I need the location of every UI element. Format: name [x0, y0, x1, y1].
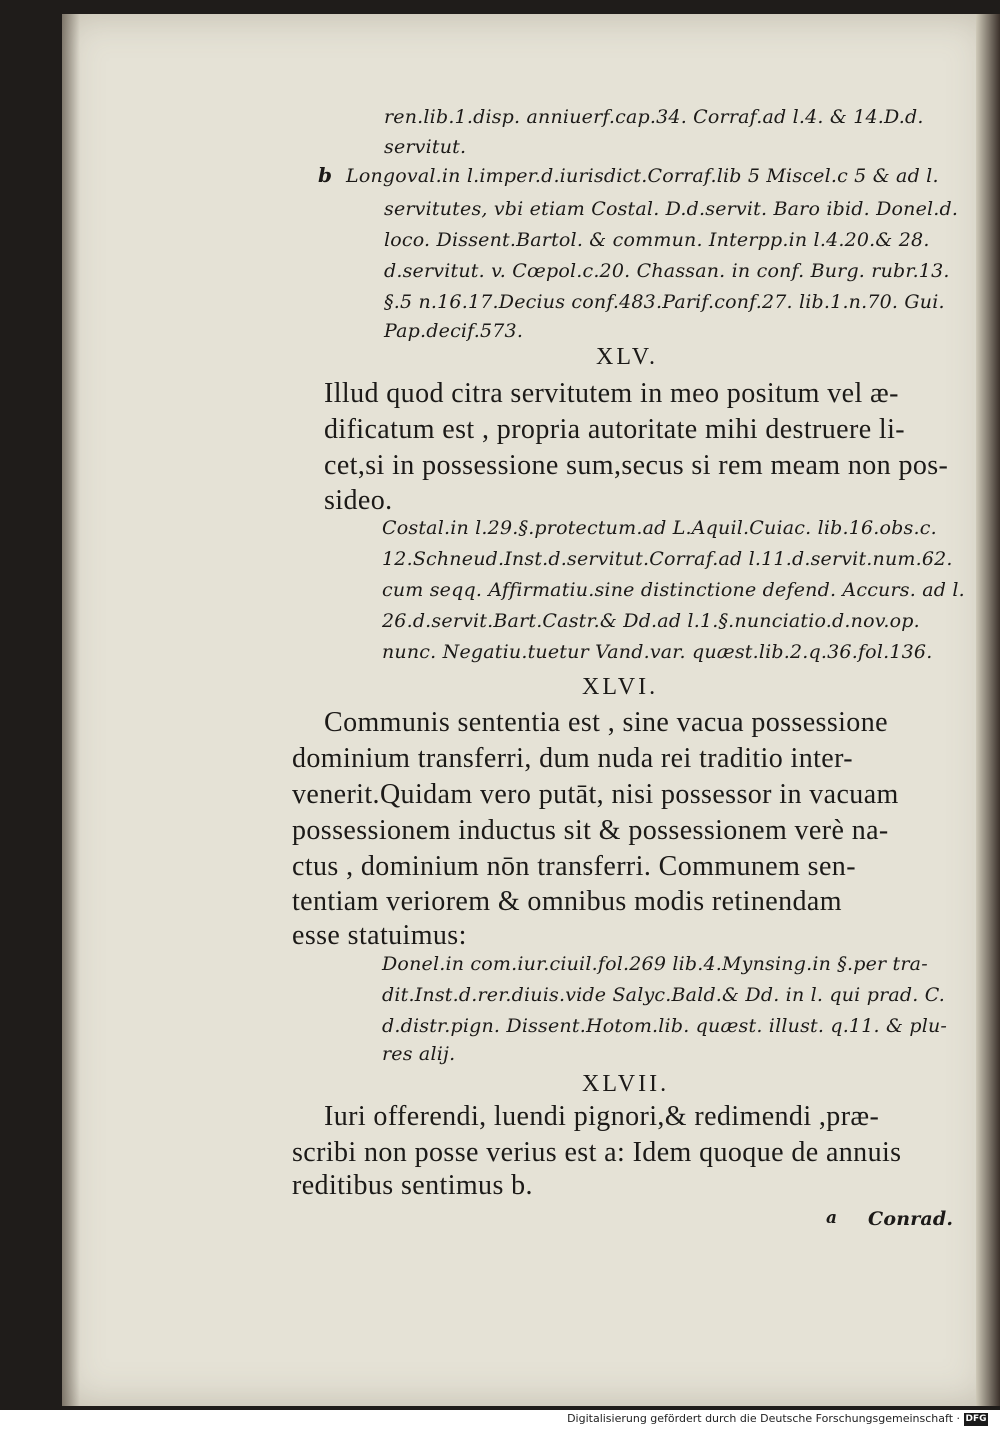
note-line: Costal.in l.29.§.protectum.ad L.Aquil.Cuiac. lib.16.obs.c.	[382, 517, 937, 539]
note-line: d.distr.pign. Dissent.Hotom.lib. quæst. illust. q.11. & plu-	[382, 1015, 948, 1037]
section-heading: XLVI.	[582, 674, 659, 700]
body-line: esse statuimus:	[292, 920, 467, 951]
body-line: Illud quod citra servitutem in meo positum vel æ-	[324, 378, 899, 409]
catchword-marker: a	[826, 1208, 838, 1228]
body-line: cet,si in possessione sum,secus si rem meam non pos-	[324, 450, 949, 481]
note-line: §.5 n.16.17.Decius conf.483.Parif.conf.27. lib.1.n.70. Gui.	[384, 291, 945, 313]
section-heading: XLVII.	[582, 1071, 670, 1097]
body-line: Iuri offerendi, luendi pignori,& redimendi ,præ-	[324, 1101, 880, 1132]
note-line: cum seqq. Affirmatiu.sine distinctione defend. Accurs. ad l.	[382, 579, 965, 601]
page-spine-shadow	[62, 14, 80, 1406]
funding-notice: Digitalisierung gefördert durch die Deutsche Forschungsgemeinschaft ·	[567, 1412, 960, 1425]
note-line: Donel.in com.iur.ciuil.fol.269 lib.4.Mynsing.in §.per tra-	[382, 953, 928, 975]
dfg-logo: DFG	[965, 1414, 987, 1424]
note-line: servitut.	[384, 136, 467, 158]
note-line: Pap.decif.573.	[384, 320, 524, 342]
body-line: dificatum est , propria autoritate mihi destruere li-	[324, 414, 906, 445]
note-line: res alij.	[382, 1043, 456, 1065]
body-line: Communis sententia est , sine vacua possessione	[324, 707, 888, 738]
footnote-marker: b	[318, 163, 332, 187]
body-line: tentiam veriorem & omnibus modis retinendam	[292, 886, 842, 917]
body-line: ctus , dominium nōn transferri. Communem sen-	[292, 851, 856, 882]
note-line: Longoval.in l.imper.d.iurisdict.Corraf.lib 5 Miscel.c 5 & ad l.	[346, 165, 939, 187]
page-edge	[976, 14, 1000, 1406]
note-line: 12.Schneud.Inst.d.servitut.Corraf.ad l.11.d.servit.num.62.	[382, 548, 953, 570]
note-line: servitutes, vbi etiam Costal. D.d.servit. Baro ibid. Donel.d.	[384, 198, 959, 220]
section-heading: XLV.	[596, 344, 659, 370]
body-line: reditibus sentimus b.	[292, 1170, 533, 1201]
note-line: loco. Dissent.Bartol. & commun. Interpp.in l.4.20.& 28.	[384, 229, 930, 251]
note-line: ren.lib.1.disp. anniuerf.cap.34. Corraf.ad l.4. & 14.D.d.	[384, 106, 924, 128]
body-line: scribi non posse verius est a: Idem quoque de annuis	[292, 1137, 902, 1168]
footer-bar	[0, 1410, 1000, 1429]
note-line: 26.d.servit.Bart.Castr.& Dd.ad l.1.§.nunciatio.d.nov.op.	[382, 610, 920, 632]
catchword: Conrad.	[868, 1208, 954, 1230]
note-line: d.servitut. v. Cœpol.c.20. Chassan. in conf. Burg. rubr.13.	[384, 260, 950, 282]
note-line: dit.Inst.d.rer.diuis.vide Salyc.Bald.& Dd. in l. qui prad. C.	[382, 984, 946, 1006]
body-line: dominium transferri, dum nuda rei traditio inter-	[292, 743, 854, 774]
body-line: venerit.Quidam vero putāt, nisi possessor in vacuam	[292, 779, 899, 810]
note-line: nunc. Negatiu.tuetur Vand.var. quæst.lib.2.q.36.fol.136.	[382, 641, 933, 663]
body-line: possessionem inductus sit & possessionem verè na-	[292, 815, 889, 846]
body-line: sideo.	[324, 485, 393, 516]
